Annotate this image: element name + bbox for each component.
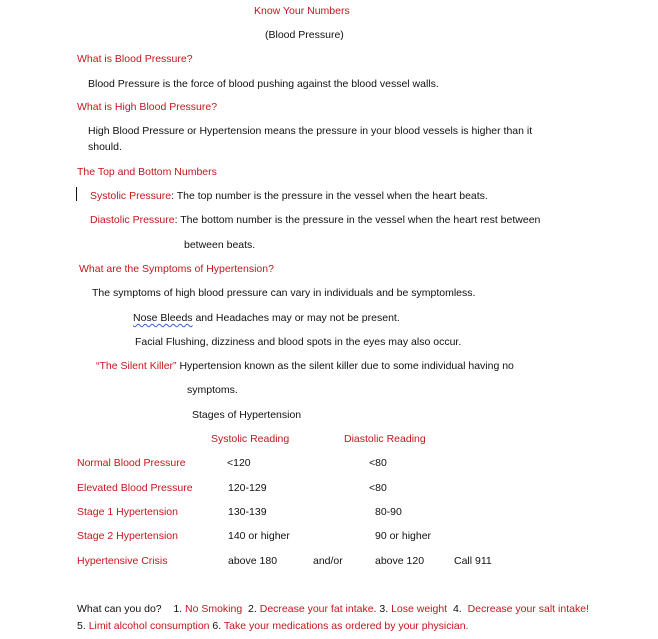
heading-what-is-hbp: What is High Blood Pressure?: [77, 101, 218, 113]
footer-num-2: 2.: [248, 603, 260, 615]
diastolic-value: 80-90: [375, 506, 402, 518]
footer-num-5: 5.: [77, 620, 89, 632]
systolic-value: 140 or higher: [228, 530, 290, 542]
diastolic-label: Diastolic Pressure: [90, 214, 175, 226]
and-or-connector: and/or: [313, 555, 343, 567]
stage-name: Hypertensive Crisis: [77, 555, 168, 567]
diastolic-line2: between beats.: [184, 239, 256, 251]
what-can-you-do: [77, 601, 597, 635]
diastolic-value: above 120: [375, 555, 425, 567]
nose-bleeds-rest: and Headaches may or may not be present.: [192, 312, 400, 324]
systolic-value: above 180: [228, 555, 278, 567]
systolic-text: : The top number is the pressure in the vessel when the heart beats.: [171, 190, 488, 202]
footer-num-4: 4.: [452, 603, 462, 615]
call-911-note: Call 911: [454, 555, 492, 567]
footer-num-3: . 3.: [373, 603, 392, 615]
silent-killer-line: [96, 360, 514, 373]
col-header-systolic: Systolic Reading: [211, 433, 290, 445]
symptoms-intro: The symptoms of high blood pressure can vary in individuals and be symptomless.: [92, 287, 476, 299]
facial-flushing-line: Facial Flushing, dizziness and blood spots in the eyes may also occur.: [135, 336, 462, 348]
nose-bleeds-line: [133, 312, 400, 325]
systolic-line: [90, 190, 488, 203]
tip-decrease-fat: Decrease your fat intake: [259, 603, 374, 615]
hbp-definition-line2: should.: [88, 141, 122, 153]
tip-lose-weight: Lose weight: [391, 603, 448, 615]
col-header-diastolic: Diastolic Reading: [344, 433, 426, 445]
heading-top-bottom-numbers: The Top and Bottom Numbers: [77, 166, 217, 178]
stages-title: Stages of Hypertension: [192, 409, 302, 421]
page-title: Know Your Numbers: [254, 5, 350, 17]
silent-killer-line2: symptoms.: [187, 384, 238, 396]
silent-killer-text: Hypertension known as the silent killer due to some individual having no: [176, 360, 514, 372]
diastolic-line: [90, 214, 540, 227]
systolic-label: Systolic Pressure: [90, 190, 172, 202]
diastolic-text: : The bottom number is the pressure in the vessel when the heart rest between: [174, 214, 541, 226]
footer-num-1: 1.: [173, 603, 185, 615]
diastolic-value: <80: [369, 457, 387, 469]
stage-name: Stage 2 Hypertension: [77, 530, 178, 542]
systolic-value: <120: [227, 457, 251, 469]
hbp-definition-line1: High Blood Pressure or Hypertension means the pressure in your blood vessels is higher than it: [88, 125, 533, 137]
systolic-value: 130-139: [228, 506, 267, 518]
systolic-value: 120-129: [228, 482, 267, 494]
nose-bleeds-term: Nose Bleeds: [133, 312, 193, 324]
tip-no-smoking: No Smoking: [185, 603, 243, 615]
tip-decrease-salt: Decrease your salt intake!: [467, 603, 589, 615]
diastolic-value: 90 or higher: [375, 530, 432, 542]
heading-what-is-bp: What is Blood Pressure?: [77, 53, 193, 65]
bp-definition: Blood Pressure is the force of blood pushing against the blood vessel walls.: [88, 78, 439, 90]
tip-take-medications: Take your medications as ordered by your physician.: [223, 620, 469, 632]
diastolic-value: <80: [369, 482, 387, 494]
heading-symptoms: What are the Symptoms of Hypertension?: [79, 263, 274, 275]
silent-killer-label: “The Silent Killer”: [96, 360, 177, 372]
footer-lead: What can you do?: [77, 603, 162, 615]
text-cursor: [76, 187, 77, 201]
page-subtitle: (Blood Pressure): [265, 29, 344, 41]
footer-num-6: 6.: [209, 620, 224, 632]
stage-name: Stage 1 Hypertension: [77, 506, 178, 518]
tip-limit-alcohol: Limit alcohol consumption: [88, 620, 210, 632]
stage-name: Normal Blood Pressure: [77, 457, 186, 469]
stage-name: Elevated Blood Pressure: [77, 482, 193, 494]
